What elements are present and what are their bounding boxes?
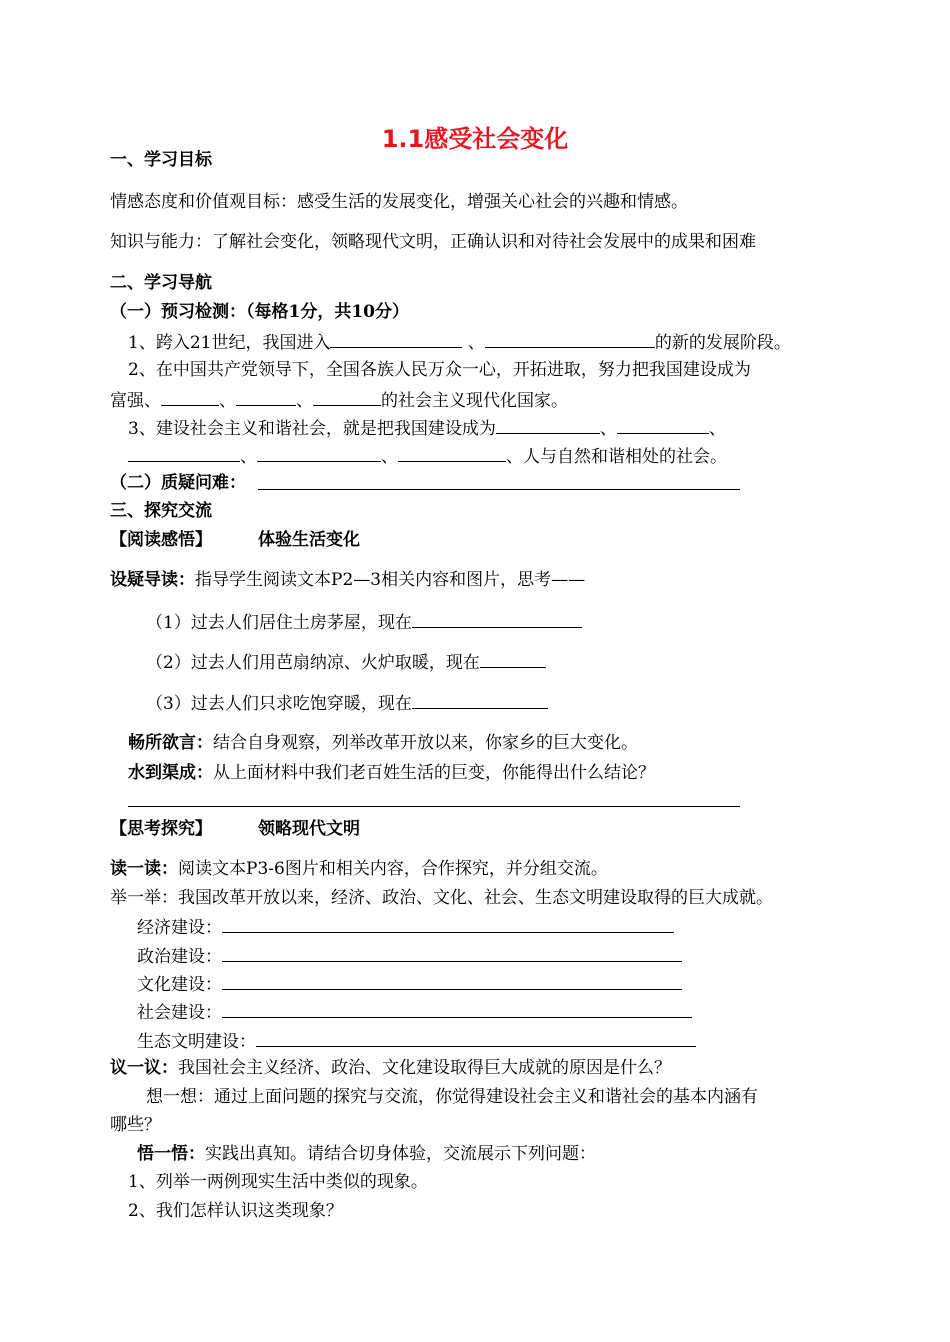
field-politics <box>137 944 682 968</box>
q2-text-start: 富强、 <box>110 391 161 411</box>
reading-item-2-blank[interactable] <box>480 650 546 668</box>
q1-blank-1[interactable] <box>330 330 462 348</box>
q3-separator-3: 、 <box>240 447 257 467</box>
speak-out <box>128 732 638 754</box>
q3-text-end: 、人与自然和谐相处的社会。 <box>506 447 727 467</box>
field-ecology-label: 生态文明建设： <box>137 1032 256 1052</box>
list-task-label: 举一举： <box>110 888 178 908</box>
field-politics-blank[interactable] <box>222 944 682 962</box>
q1-blank-2[interactable] <box>485 330 655 348</box>
guided-reading <box>110 569 585 591</box>
q2-separator-1: 、 <box>219 391 236 411</box>
goal-knowledge: 知识与能力：了解社会变化，领略现代文明，正确认识和对待社会发展中的成果和困难 <box>110 232 756 252</box>
field-society-blank[interactable] <box>222 1000 692 1018</box>
ponder-line-1: 想一想：通过上面问题的探究与交流，你觉得建设社会主义和谐社会的基本内涵有 <box>146 1087 758 1107</box>
read-task-label: 读一读： <box>110 859 178 879</box>
q3-separator-2: 、 <box>708 419 726 439</box>
question-2-line-1: 2、在中国共产党领导下，全国各族人民万众一心，开拓进取，努力把我国建设成为 <box>128 360 751 380</box>
field-economy-blank[interactable] <box>222 915 674 933</box>
guided-reading-text: 指导学生阅读文本P2—3相关内容和图片，思考—— <box>195 570 586 590</box>
field-economy-label: 经济建设： <box>137 918 222 938</box>
realize-question-2: 2、我们怎样认识这类现象？ <box>128 1201 343 1221</box>
doubt-heading: （二）质疑问难： <box>110 473 246 493</box>
conclusion-text: 从上面材料中我们老百姓生活的巨变，你能得出什么结论？ <box>213 763 655 783</box>
q1-text-end: 的新的发展阶段。 <box>654 333 791 353</box>
question-3-line-2 <box>128 444 727 468</box>
section-heading-goals: 一、学习目标 <box>110 150 212 170</box>
reading-item-3 <box>146 691 548 715</box>
reading-item-2 <box>146 650 546 674</box>
ponder-line-2: 哪些？ <box>110 1115 161 1135</box>
thinking-tag: 【思考探究】 <box>110 819 212 839</box>
q3-blank-4[interactable] <box>257 444 381 462</box>
field-economy <box>137 915 674 939</box>
speak-out-text: 结合自身观察，列举改革开放以来，你家乡的巨大变化。 <box>213 733 638 753</box>
q3-blank-5[interactable] <box>398 444 506 462</box>
question-3-line-1 <box>128 416 726 440</box>
realize-question-1: 1、列举一两例现实生活中类似的现象。 <box>128 1172 428 1192</box>
discuss-task-label: 议一议： <box>110 1058 178 1078</box>
reading-item-1-blank[interactable] <box>412 610 582 628</box>
reading-item-3-blank[interactable] <box>412 691 548 709</box>
realize-task-text: 实践出真知。请结合切身体验，交流展示下列问题： <box>205 1144 596 1164</box>
field-politics-label: 政治建设： <box>137 947 222 967</box>
q1-text-start: 1、跨入21世纪，我国进入 <box>128 333 331 353</box>
conclusion <box>128 762 655 784</box>
question-2-line-2 <box>110 388 568 412</box>
field-culture-label: 文化建设： <box>137 975 222 995</box>
reading-item-2-text: （2）过去人们用芭扇纳凉、火炉取暖，现在 <box>146 653 480 673</box>
field-culture <box>137 972 682 996</box>
question-1 <box>128 330 791 354</box>
q2-separator-2: 、 <box>296 391 313 411</box>
discuss-task-text: 我国社会主义经济、政治、文化建设取得巨大成就的原因是什么？ <box>178 1058 671 1078</box>
reading-heading <box>110 529 360 551</box>
realize-task <box>137 1143 596 1165</box>
page-title: 1.1感受社会变化 <box>381 125 569 153</box>
field-society <box>137 1000 692 1024</box>
discuss-task <box>110 1057 671 1079</box>
reading-title: 体验生活变化 <box>258 530 360 550</box>
reading-tag: 【阅读感悟】 <box>110 530 212 550</box>
thinking-title: 领略现代文明 <box>258 819 360 839</box>
guided-reading-label: 设疑导读： <box>110 570 195 590</box>
q3-separator-1: 、 <box>599 419 617 439</box>
speak-out-label: 畅所欲言： <box>128 733 213 753</box>
read-task-text: 阅读文本P3-6图片和相关内容，合作探究，并分组交流。 <box>178 859 608 879</box>
preview-heading: （一）预习检测：（每格1分，共10分） <box>110 302 409 322</box>
q3-blank-2[interactable] <box>617 416 709 434</box>
doubt-answer-line[interactable] <box>258 489 740 490</box>
q3-separator-4: 、 <box>381 447 398 467</box>
thinking-heading <box>110 818 360 840</box>
reading-item-3-text: （3）过去人们只求吃饱穿暖，现在 <box>146 694 412 714</box>
q3-blank-1[interactable] <box>496 416 600 434</box>
q3-blank-3[interactable] <box>128 444 240 462</box>
field-society-label: 社会建设： <box>137 1003 222 1023</box>
q2-blank-1[interactable] <box>161 388 219 406</box>
field-ecology <box>137 1029 696 1053</box>
reading-item-1 <box>146 610 582 634</box>
list-task <box>110 887 773 909</box>
q1-separator: 、 <box>467 333 485 353</box>
list-task-text: 我国改革开放以来，经济、政治、文化、社会、生态文明建设取得的巨大成就。 <box>178 888 773 908</box>
q2-text-end: 的社会主义现代化国家。 <box>381 391 568 411</box>
conclusion-answer-line[interactable] <box>128 806 740 807</box>
q2-blank-2[interactable] <box>236 388 296 406</box>
read-task <box>110 858 608 880</box>
field-culture-blank[interactable] <box>222 972 682 990</box>
field-ecology-blank[interactable] <box>256 1029 696 1047</box>
q3-text-start: 3、建设社会主义和谐社会，就是把我国建设成为 <box>128 419 496 439</box>
conclusion-label: 水到渠成： <box>128 763 213 783</box>
goal-emotion: 情感态度和价值观目标：感受生活的发展变化，增强关心社会的兴趣和情感。 <box>110 192 688 212</box>
reading-item-1-text: （1）过去人们居住土房茅屋，现在 <box>146 613 412 633</box>
section-heading-guide: 二、学习导航 <box>110 273 212 293</box>
realize-task-label: 悟一悟： <box>137 1144 205 1164</box>
section-heading-explore: 三、探究交流 <box>110 501 212 521</box>
q2-blank-3[interactable] <box>313 388 381 406</box>
